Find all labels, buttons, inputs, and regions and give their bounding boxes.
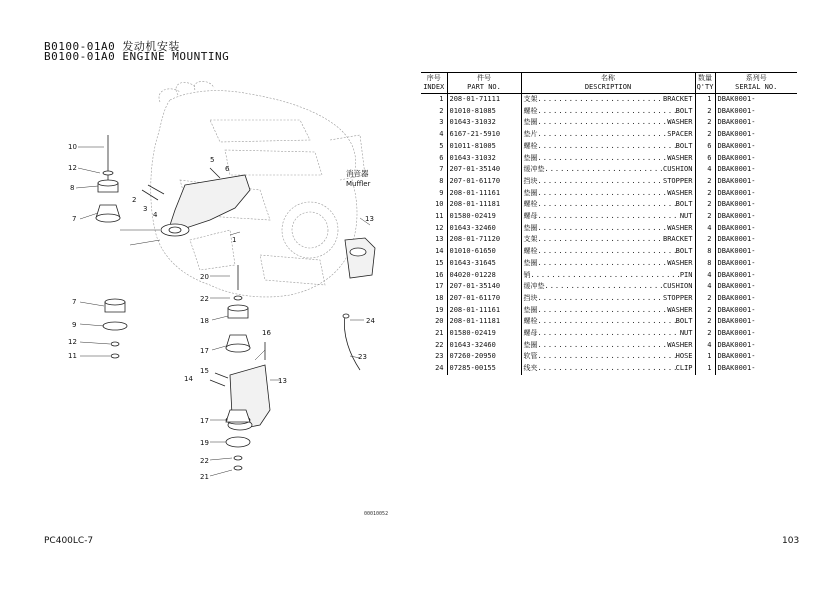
row-description: [521, 293, 695, 305]
row-description-en: BRACKET: [662, 95, 693, 103]
row-description-en: BOLT: [675, 200, 693, 209]
table-row: [421, 340, 797, 352]
header-index-cn: 序号: [421, 73, 447, 84]
table-row: [421, 94, 797, 106]
row-serial-no: DBAK0001-: [717, 153, 756, 162]
row-part-no: 208-01-71120: [447, 234, 521, 246]
table-row: [421, 176, 797, 188]
row-part-no: 01011-81005: [447, 141, 521, 153]
callout: 22: [200, 295, 209, 303]
row-description-en: PIN: [679, 270, 693, 279]
engine-outline: [151, 81, 365, 297]
leader-dots: [538, 188, 668, 200]
row-qty: 2: [695, 129, 715, 141]
row-description: [521, 188, 695, 200]
row-serial-no: DBAK0001-: [717, 165, 756, 174]
row-description-en: BOLT: [675, 317, 693, 326]
row-part-no: 208-01-11161: [447, 305, 521, 317]
bracket-front: [170, 175, 250, 230]
row-description: [521, 363, 695, 375]
row-description: [521, 129, 695, 141]
row-qty: 2: [695, 199, 715, 211]
row-description-cn: 缓冲垫: [523, 282, 545, 291]
row-qty: 4: [695, 270, 715, 282]
table-row: [421, 328, 797, 340]
row-serial-no: DBAK0001-: [717, 258, 756, 267]
row-serial-no: DBAK0001-: [717, 118, 756, 127]
left-mount-parts: [103, 299, 127, 358]
row-qty: 6: [695, 141, 715, 153]
row-serial-no: DBAK0001-: [717, 223, 756, 232]
row-qty: 6: [695, 153, 715, 165]
row-description: [521, 199, 695, 211]
leader-dots: [545, 281, 663, 293]
row-description: [521, 305, 695, 317]
row-description: [521, 223, 695, 235]
row-description-en: WASHER: [667, 305, 693, 314]
row-description-cn: 垫圈: [523, 340, 538, 349]
row-index: 2: [421, 106, 447, 118]
leader-dots: [538, 258, 668, 270]
row-qty: 2: [695, 117, 715, 129]
muffler-bracket-and-hose: [343, 238, 375, 370]
row-index: 5: [421, 141, 447, 153]
row-serial-no: DBAK0001-: [717, 95, 756, 103]
row-part-no: 6167-21-5910: [447, 129, 521, 141]
row-serial-no: DBAK0001-: [717, 352, 756, 361]
leader-dots: [538, 153, 668, 165]
table-row: [421, 164, 797, 176]
callout: 14: [184, 375, 193, 383]
row-part-no: 01643-32460: [447, 340, 521, 352]
row-serial-no: DBAK0001-: [717, 141, 756, 150]
row-serial-no: DBAK0001-: [717, 200, 756, 209]
callout: 6: [225, 165, 230, 173]
row-description-cn: 螺栓: [523, 141, 538, 150]
leader-dots: [538, 293, 663, 305]
callout: 23: [358, 353, 367, 361]
row-description-cn: 垫圈: [523, 305, 538, 314]
row-part-no: 07285-00155: [447, 363, 521, 375]
row-description-cn: 销: [523, 270, 531, 279]
row-description-en: WASHER: [667, 118, 693, 127]
table-row: [421, 141, 797, 153]
row-description: [521, 258, 695, 270]
callout: 11: [68, 352, 77, 360]
row-part-no: 01010-81085: [447, 106, 521, 118]
row-serial-no: DBAK0001-: [717, 340, 756, 349]
row-part-no: 207-01-61170: [447, 176, 521, 188]
table-row: [421, 234, 797, 246]
header-qty-cn: 数量: [695, 73, 715, 84]
row-serial-no: DBAK0001-: [717, 282, 756, 291]
row-part-no: 208-01-11161: [447, 188, 521, 200]
table-row: [421, 246, 797, 258]
leader-dots: [538, 234, 663, 246]
callout: 10: [68, 143, 77, 151]
leader-dots: [545, 164, 663, 176]
leader-dots: [538, 351, 676, 363]
row-qty: 2: [695, 293, 715, 305]
leader-dots: [538, 340, 668, 352]
row-qty: 2: [695, 305, 715, 317]
table-row: [421, 258, 797, 270]
hose: [344, 315, 360, 370]
table-row: [421, 305, 797, 317]
row-qty: 2: [695, 316, 715, 328]
row-part-no: 01643-32460: [447, 223, 521, 235]
callout: 12: [68, 164, 77, 172]
row-index: 6: [421, 153, 447, 165]
row-part-no: 207-01-35140: [447, 164, 521, 176]
row-description-en: STOPPER: [662, 176, 693, 185]
table-row: [421, 117, 797, 129]
row-qty: 4: [695, 281, 715, 293]
callout: 18: [200, 317, 209, 325]
row-description-en: BOLT: [675, 247, 693, 256]
row-description-en: WASHER: [667, 188, 693, 197]
row-description-en: STOPPER: [662, 293, 693, 302]
row-qty: 4: [695, 164, 715, 176]
callout: 13: [278, 377, 287, 385]
callout: 12: [68, 338, 77, 346]
row-description-cn: 垫圈: [523, 118, 538, 127]
row-serial-no: DBAK0001-: [717, 293, 756, 302]
row-description-en: CUSHION: [662, 282, 693, 291]
row-qty: 1: [695, 94, 715, 106]
row-description: [521, 340, 695, 352]
row-description-cn: 螺栓: [523, 317, 538, 326]
leader-dots: [538, 117, 668, 129]
page-title-english: B0100-01A0 ENGINE MOUNTING: [44, 50, 230, 63]
row-description-en: WASHER: [667, 258, 693, 267]
muffler-label-en: Muffler: [346, 180, 371, 188]
row-serial-no: DBAK0001-: [717, 317, 756, 326]
row-qty: 2: [695, 176, 715, 188]
row-description-en: CLIP: [675, 364, 693, 373]
row-qty: 2: [695, 211, 715, 223]
row-description-cn: 垫片: [523, 130, 538, 139]
table-row: [421, 153, 797, 165]
rear-mount-parts: [210, 265, 270, 470]
row-index: 12: [421, 223, 447, 235]
row-qty: 4: [695, 340, 715, 352]
callout: 21: [200, 473, 209, 481]
row-serial-no: DBAK0001-: [717, 305, 756, 314]
header-description-cn: 名称: [521, 73, 695, 84]
row-index: 22: [421, 340, 447, 352]
row-index: 17: [421, 281, 447, 293]
row-description: [521, 246, 695, 258]
callout: 17: [200, 347, 209, 355]
callout: 13: [365, 215, 374, 223]
table-row: [421, 211, 797, 223]
row-description-en: NUT: [679, 212, 693, 221]
parts-list-body: [421, 94, 797, 375]
muffler-bracket: [345, 238, 375, 278]
row-part-no: 01643-31645: [447, 258, 521, 270]
row-description-cn: 缓冲垫: [523, 165, 545, 174]
header-description-en: DESCRIPTION: [521, 83, 695, 94]
row-description-cn: 螺母: [523, 329, 538, 338]
leader-dots: [538, 246, 676, 258]
page-title-chinese: B0100-01A0 发动机安装: [44, 40, 180, 53]
row-description-en: BOLT: [675, 141, 693, 150]
header-qty-en: Q'TY: [695, 83, 715, 94]
row-index: 16: [421, 270, 447, 282]
callout: 7: [72, 298, 77, 306]
row-description: [521, 234, 695, 246]
row-description-en: WASHER: [667, 340, 693, 349]
leader-dots: [538, 363, 676, 375]
header-part-no-cn: 件号: [447, 73, 521, 84]
parts-list-table: [421, 72, 797, 375]
row-serial-no: DBAK0001-: [717, 270, 756, 279]
row-serial-no: DBAK0001-: [717, 329, 756, 338]
header-serial-cn: 系列号: [745, 74, 767, 82]
row-description: [521, 328, 695, 340]
callout: 3: [143, 205, 148, 213]
callout: 9: [72, 321, 77, 329]
row-description-cn: 垫圈: [523, 188, 538, 197]
table-row: [421, 188, 797, 200]
row-index: 15: [421, 258, 447, 270]
callout: 15: [200, 367, 209, 375]
row-description-en: NUT: [679, 329, 693, 338]
row-description-cn: 螺栓: [523, 106, 538, 115]
row-part-no: 01643-31032: [447, 117, 521, 129]
callout: 22: [200, 457, 209, 465]
callout: 24: [366, 317, 375, 325]
row-part-no: 01010-61650: [447, 246, 521, 258]
row-description-cn: 支架: [523, 95, 538, 103]
row-serial-no: DBAK0001-: [717, 106, 756, 115]
callout: 7: [72, 215, 77, 223]
row-description-cn: 垫圈: [523, 258, 538, 267]
row-index: 19: [421, 305, 447, 317]
table-row: [421, 270, 797, 282]
row-part-no: 01643-31032: [447, 153, 521, 165]
row-index: 1: [421, 94, 447, 106]
row-description-cn: 软管: [523, 352, 538, 361]
row-description-en: BRACKET: [662, 235, 693, 244]
row-index: 20: [421, 316, 447, 328]
row-description-cn: 垫圈: [523, 153, 538, 162]
row-description: [521, 281, 695, 293]
row-description: [521, 94, 695, 106]
header-serial-en: SERIAL NO.: [715, 83, 797, 94]
row-index: 23: [421, 351, 447, 363]
row-index: 18: [421, 293, 447, 305]
row-description-en: SPACER: [667, 130, 693, 139]
header-row-chinese: [421, 73, 797, 84]
row-index: 13: [421, 234, 447, 246]
leader-dots: [538, 305, 668, 317]
table-row: [421, 363, 797, 375]
row-description-cn: 垫圈: [523, 223, 538, 232]
row-description-en: WASHER: [667, 153, 693, 162]
row-index: 9: [421, 188, 447, 200]
row-description: [521, 316, 695, 328]
row-serial-no: DBAK0001-: [717, 247, 756, 256]
row-description: [521, 351, 695, 363]
callout: 17: [200, 417, 209, 425]
row-description-cn: 挡块: [523, 176, 538, 185]
row-index: 14: [421, 246, 447, 258]
row-qty: 2: [695, 234, 715, 246]
row-description-en: CUSHION: [662, 165, 693, 174]
model-name: PC400LC-7: [44, 536, 94, 546]
callout: 2: [132, 196, 137, 204]
table-row: [421, 316, 797, 328]
leader-dots: [538, 129, 668, 141]
leader-dots: [531, 270, 680, 282]
row-description-en: BOLT: [675, 106, 693, 115]
leader-dots: [538, 223, 668, 235]
row-qty: 8: [695, 258, 715, 270]
row-description-cn: 挡块: [523, 293, 538, 302]
table-row: [421, 106, 797, 118]
table-row: [421, 223, 797, 235]
row-serial-no: DBAK0001-: [717, 235, 756, 244]
leader-dots: [538, 328, 680, 340]
leader-dots: [538, 199, 676, 211]
row-qty: 4: [695, 223, 715, 235]
leader-dots: [538, 141, 676, 153]
row-description: [521, 106, 695, 118]
row-index: 11: [421, 211, 447, 223]
row-index: 8: [421, 176, 447, 188]
table-row: [421, 129, 797, 141]
row-description: [521, 164, 695, 176]
row-description: [521, 153, 695, 165]
drawing-number: 00010052: [364, 511, 389, 517]
row-index: 24: [421, 363, 447, 375]
callout: 20: [200, 273, 209, 281]
callout: 4: [153, 211, 158, 219]
row-description-en: HOSE: [675, 352, 693, 361]
row-description-cn: 螺母: [523, 212, 538, 221]
row-part-no: 207-01-35140: [447, 281, 521, 293]
table-row: [421, 351, 797, 363]
row-serial-no: DBAK0001-: [717, 176, 756, 185]
row-qty: 1: [695, 363, 715, 375]
table-row: [421, 281, 797, 293]
row-qty: 8: [695, 246, 715, 258]
row-serial-no: DBAK0001-: [717, 212, 756, 221]
header-part-no-en: PART NO.: [447, 83, 521, 94]
row-qty: 1: [695, 351, 715, 363]
row-description: [521, 141, 695, 153]
row-part-no: 208-01-11181: [447, 316, 521, 328]
row-description: [521, 176, 695, 188]
callout: 8: [70, 184, 75, 192]
row-description: [521, 117, 695, 129]
leader-dots: [538, 94, 663, 106]
row-description-en: WASHER: [667, 223, 693, 232]
row-description-cn: 螺栓: [523, 247, 538, 256]
row-description-cn: 线夹: [523, 364, 538, 373]
row-index: 10: [421, 199, 447, 211]
row-serial-no: DBAK0001-: [717, 188, 756, 197]
row-serial-no: DBAK0001-: [717, 364, 756, 373]
row-index: 4: [421, 129, 447, 141]
leader-dots: [538, 176, 663, 188]
leader-dots: [538, 106, 676, 118]
callout: 1: [232, 236, 237, 244]
table-row: [421, 199, 797, 211]
row-part-no: 01580-02419: [447, 328, 521, 340]
row-part-no: 04020-01228: [447, 270, 521, 282]
muffler-label: [346, 168, 371, 188]
row-part-no: 208-01-71111: [447, 94, 521, 106]
row-part-no: 208-01-11181: [447, 199, 521, 211]
callout: 19: [200, 439, 209, 447]
header-index-en: INDEX: [421, 83, 447, 94]
row-description-cn: 螺栓: [523, 200, 538, 209]
table-row: [421, 293, 797, 305]
exploded-parts-diagram: [60, 80, 400, 500]
row-index: 21: [421, 328, 447, 340]
row-qty: 2: [695, 328, 715, 340]
row-serial-no: DBAK0001-: [717, 130, 756, 139]
leader-dots: [538, 211, 680, 223]
row-description: [521, 211, 695, 223]
row-qty: 2: [695, 188, 715, 200]
row-part-no: 01580-02419: [447, 211, 521, 223]
page-number: 103: [782, 536, 800, 546]
callout: 5: [210, 156, 215, 164]
header-row-english: [421, 83, 797, 94]
muffler-label-cn: 消音器: [346, 169, 369, 178]
callout: 16: [262, 329, 271, 337]
row-index: 3: [421, 117, 447, 129]
row-description-cn: 支架: [523, 235, 538, 244]
row-part-no: 207-01-61170: [447, 293, 521, 305]
row-qty: 2: [695, 106, 715, 118]
row-description: [521, 270, 695, 282]
leader-dots: [538, 316, 676, 328]
row-part-no: 07260-20950: [447, 351, 521, 363]
row-index: 7: [421, 164, 447, 176]
